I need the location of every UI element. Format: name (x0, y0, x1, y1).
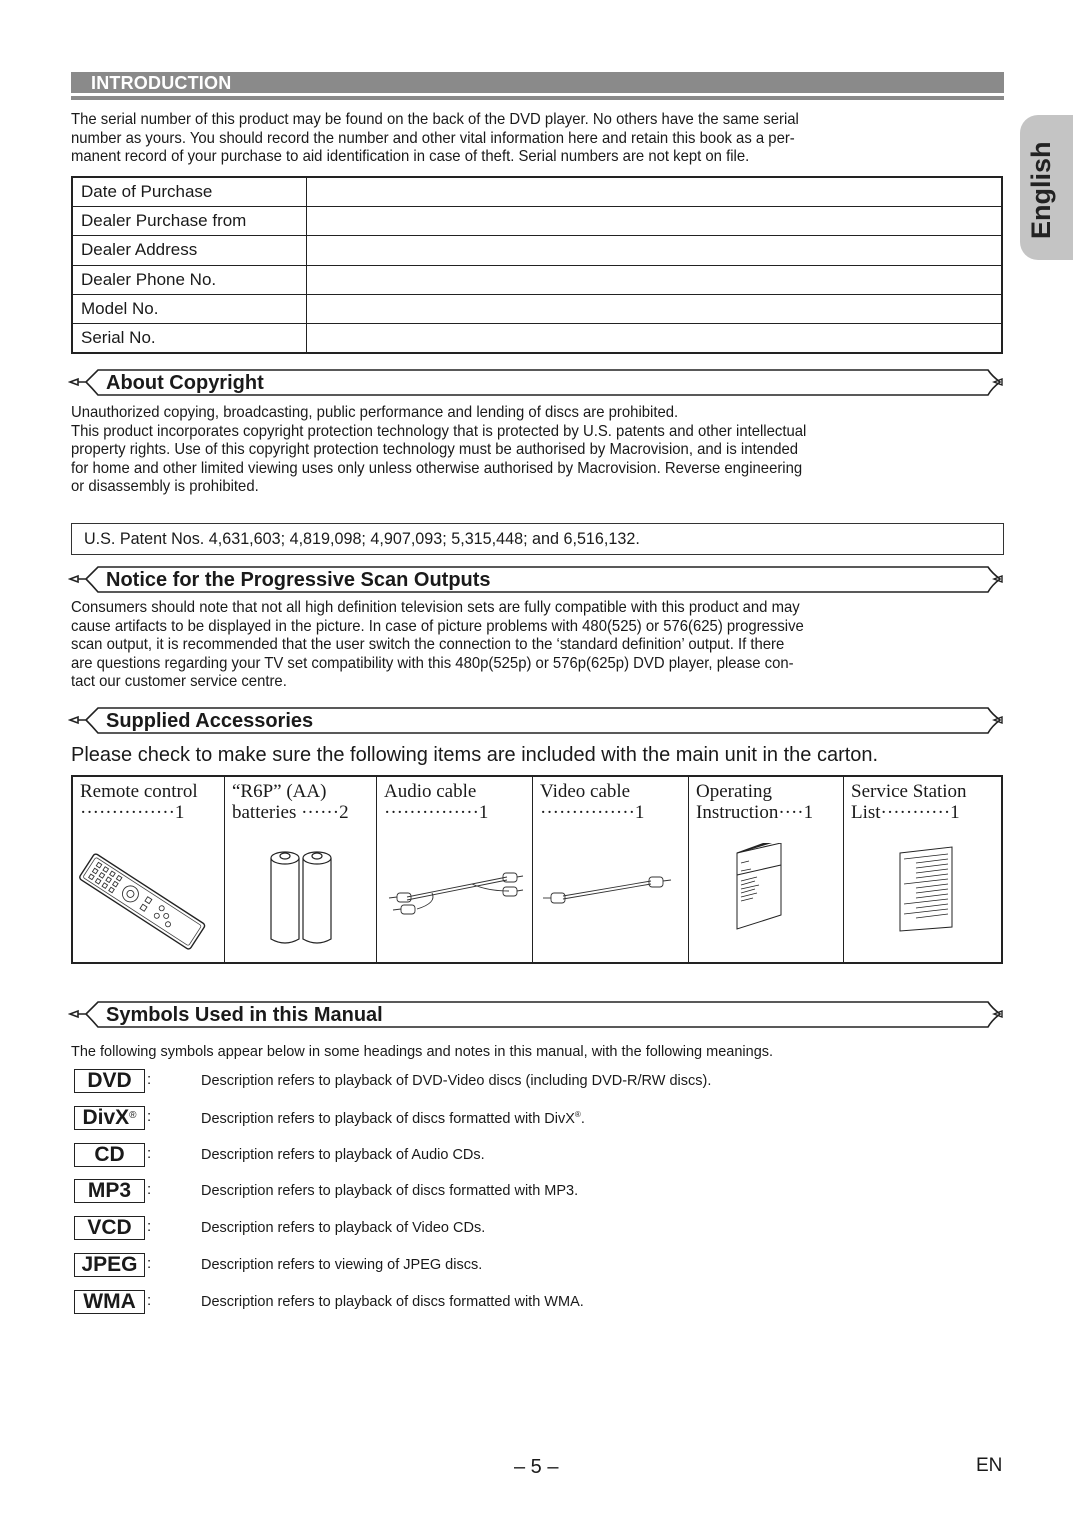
accessory-name: Remote control (80, 781, 198, 802)
symbol-row-jpeg (74, 1253, 974, 1277)
paragraph-line: tact our customer service centre. (71, 673, 287, 690)
table-row (72, 236, 1002, 265)
row-label: Dealer Phone No. (72, 265, 307, 294)
symbol-row-wma (74, 1290, 974, 1314)
paragraph-line: cause artifacts to be displayed in the picture. In case of picture problems with 480(525) or 576(625) progressive (71, 617, 804, 635)
paragraph-line: scan output, it is recommended that the user switch the connection to the ‘standard definition’ output. If there (71, 636, 785, 653)
accessory-qty: batteries ······2 (232, 802, 349, 823)
accessory-name: Video cable (540, 781, 631, 802)
cd-badge: CD (74, 1143, 145, 1167)
accessory-cell (533, 776, 689, 963)
paragraph-line: property rights. Use of this copyright protection technology must be authorised by Macrovision, and is intended (71, 441, 799, 458)
paragraph-line: or disassembly is prohibited. (71, 478, 259, 495)
divx-badge: DivX® (74, 1106, 145, 1130)
symbol-description: Description refers to playback of discs formatted with DivX®. (201, 1110, 585, 1127)
introduction-paragraph (71, 111, 1001, 167)
row-value[interactable] (307, 236, 1003, 265)
accessory-qty: ···············1 (80, 802, 185, 823)
symbols-intro: The following symbols appear below in some headings and notes in this manual, with the following meanings. (71, 1044, 774, 1060)
symbol-colon: : (147, 1218, 152, 1235)
purchase-record-table (71, 176, 1003, 354)
accessory-cell (844, 776, 1003, 963)
row-label: Date of Purchase (72, 177, 307, 207)
symbol-row-divx (74, 1106, 974, 1130)
table-row (72, 265, 1002, 294)
paragraph-line: The serial number of this product may be found on the back of the DVD player. No others have the same serial (71, 111, 799, 128)
accessory-cell (689, 776, 844, 963)
manual-booklet-icon (689, 843, 839, 963)
row-value[interactable] (307, 323, 1003, 353)
paragraph-line: Unauthorized copying, broadcasting, public performance and lending of discs are prohibited. (71, 404, 679, 421)
symbol-colon: : (147, 1108, 152, 1125)
symbol-colon: : (147, 1255, 152, 1272)
row-value[interactable] (307, 177, 1003, 207)
mp3-badge: MP3 (74, 1179, 145, 1203)
progressive-paragraph (71, 599, 1001, 692)
symbol-colon: : (147, 1145, 152, 1162)
dvd-badge: DVD (74, 1069, 145, 1093)
introduction-heading-bar (71, 72, 1004, 93)
symbol-description: Description refers to playback of discs formatted with MP3. (201, 1183, 579, 1199)
accessory-name: Audio cable (384, 781, 477, 802)
service-list-icon (844, 843, 1004, 963)
accessories-table (71, 775, 1003, 964)
jpeg-badge: JPEG (74, 1253, 145, 1277)
symbol-description: Description refers to playback of Video CDs. (201, 1220, 486, 1236)
table-row (72, 207, 1002, 236)
heading-underline (71, 96, 1004, 100)
symbol-description: Description refers to playback of DVD-Video discs (including DVD-R/RW discs). (201, 1073, 712, 1089)
language-tab-label: English (1026, 141, 1056, 239)
accessory-cell (72, 776, 225, 963)
section-heading-progressive-scan (68, 565, 1006, 595)
section-heading-accessories (68, 706, 1006, 736)
symbol-description: Description refers to viewing of JPEG discs. (201, 1257, 483, 1273)
accessory-name: “R6P” (AA) (232, 781, 327, 802)
paragraph-line: Consumers should note that not all high definition television sets are fully compatible with this product and may (71, 599, 800, 616)
language-code: EN (976, 1455, 1003, 1476)
symbol-row-cd (74, 1143, 974, 1167)
symbol-row-dvd (74, 1069, 974, 1093)
section-title: About Copyright (106, 372, 264, 394)
page-number: – 5 – (514, 1456, 559, 1478)
paragraph-line: This product incorporates copyright protection technology that is protected by U.S. patents and other intellectual (71, 422, 807, 440)
symbol-row-mp3 (74, 1179, 974, 1203)
audio-cable-icon (377, 843, 532, 963)
accessory-qty: List···········1 (851, 802, 960, 823)
language-tab (1020, 115, 1073, 260)
row-label: Serial No. (72, 323, 307, 353)
table-row (72, 294, 1002, 323)
accessories-check-text: Please check to make sure the following items are included with the main unit in the carton. (71, 744, 879, 766)
row-value[interactable] (307, 265, 1003, 294)
accessory-qty: Instruction····1 (696, 802, 814, 823)
patent-box (71, 523, 1004, 555)
row-label: Model No. (72, 294, 307, 323)
registered-mark: ® (129, 1110, 137, 1121)
paragraph-line: for home and other limited viewing uses only unless otherwise authorised by Macrovision. Reverse engineering (71, 459, 803, 477)
batteries-icon (225, 843, 375, 963)
row-label: Dealer Purchase from (72, 207, 307, 236)
section-title: Supplied Accessories (106, 710, 314, 732)
accessory-qty: ···············1 (540, 802, 645, 823)
symbol-colon: : (147, 1071, 152, 1088)
wma-badge: WMA (74, 1290, 145, 1314)
symbol-description: Description refers to playback of discs formatted with WMA. (201, 1294, 584, 1310)
patent-text: U.S. Patent Nos. 4,631,603; 4,819,098; 4,907,093; 5,315,448; and 6,516,132. (84, 529, 640, 548)
accessory-name: Operating (696, 781, 772, 802)
symbol-row-vcd (74, 1216, 974, 1240)
section-heading-copyright (68, 368, 1006, 398)
vcd-badge: VCD (74, 1216, 145, 1240)
accessory-cell (225, 776, 377, 963)
paragraph-line: are questions regarding your TV set compatibility with this 480p(525p) or 576p(625p) DVD player, please con- (71, 654, 794, 672)
copyright-paragraph (71, 404, 1001, 497)
section-title: Notice for the Progressive Scan Outputs (106, 569, 491, 591)
table-row (72, 177, 1002, 207)
paragraph-line: number as yours. You should record the number and other vital information here and retain this book as a per- (71, 129, 795, 147)
row-value[interactable] (307, 294, 1003, 323)
section-title: Symbols Used in this Manual (106, 1004, 383, 1026)
introduction-heading: INTRODUCTION (91, 73, 232, 93)
symbol-colon: : (147, 1181, 152, 1198)
row-label: Dealer Address (72, 236, 307, 265)
section-heading-symbols (68, 1000, 1006, 1030)
row-value[interactable] (307, 207, 1003, 236)
accessory-name: Service Station (851, 781, 967, 802)
remote-control-icon (73, 843, 223, 963)
paragraph-line: manent record of your purchase to aid identification in case of theft. Serial numbers are not kept on file. (71, 148, 750, 165)
symbol-colon: : (147, 1292, 152, 1309)
symbol-description: Description refers to playback of Audio CDs. (201, 1147, 485, 1163)
table-row (72, 323, 1002, 353)
video-cable-icon (533, 843, 688, 963)
accessory-qty: ···············1 (384, 802, 489, 823)
accessory-cell (377, 776, 533, 963)
